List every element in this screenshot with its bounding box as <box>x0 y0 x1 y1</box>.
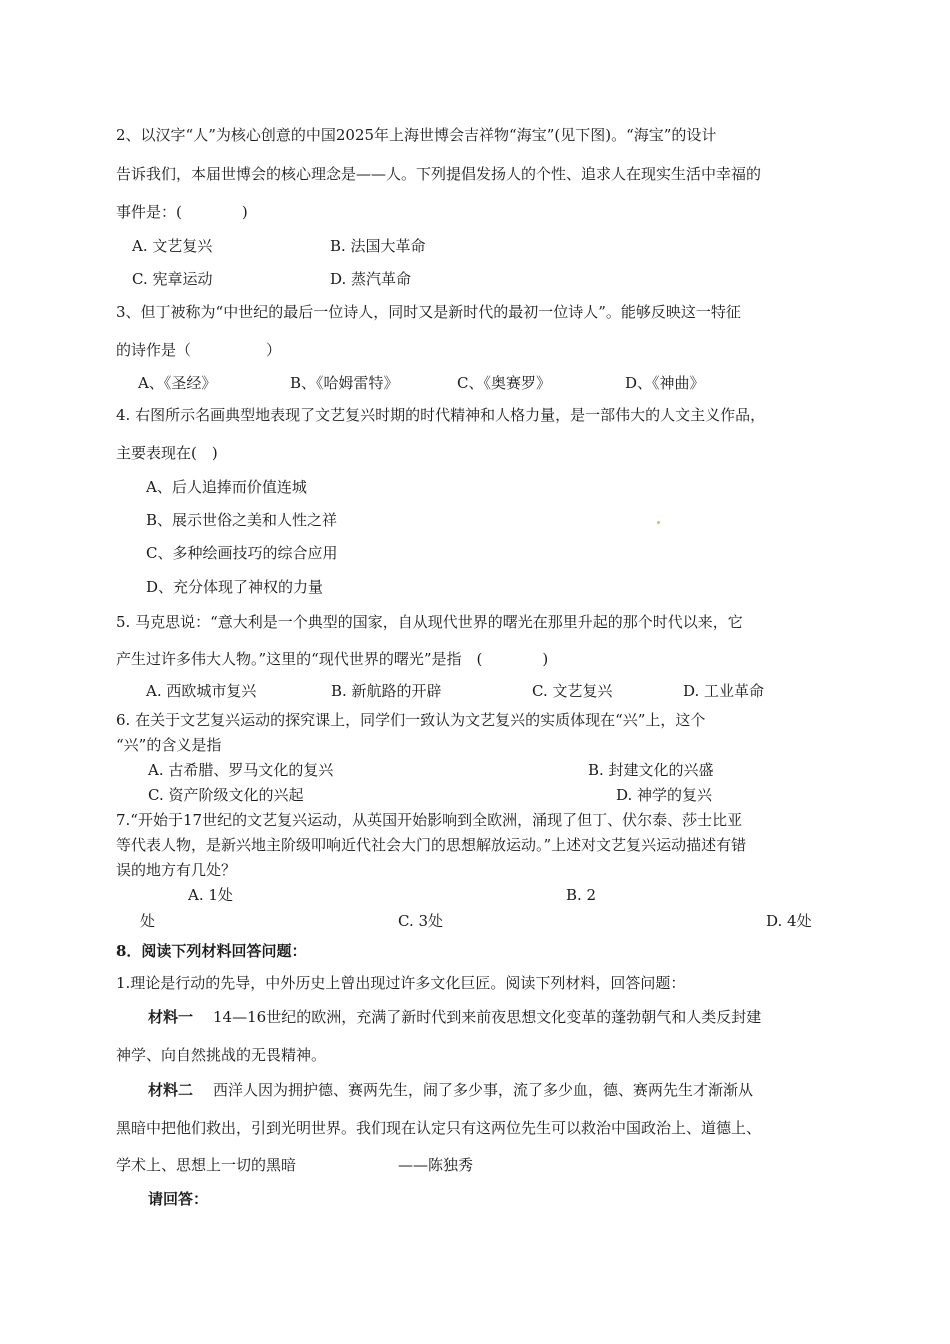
q6-option-a: A. 古希腊、罗马文化的复兴 <box>148 761 334 779</box>
q3-line-1: 3、但丁被称为“中世纪的最后一位诗人，同时又是新时代的最初一位诗人”。能够反映这一特征 <box>116 303 741 321</box>
q8-ask: 请回答： <box>148 1190 209 1208</box>
q3-line-2: 的诗作是（ ） <box>116 341 282 359</box>
q4-option-a: A、后人追捧而价值连城 <box>146 478 307 496</box>
q6-option-d: D. 神学的复兴 <box>616 786 713 804</box>
material-2-source: ——陈独秀 <box>398 1156 474 1174</box>
q3-option-d: D、《神曲》 <box>625 374 705 392</box>
q7-line-1: 7.“开始于17世纪的文艺复兴运动，从英国开始影响到全欧洲，涌现了但丁、伏尔泰、莎士比亚 <box>116 811 743 829</box>
q5-option-d: D. 工业革命 <box>683 682 765 700</box>
material-1-label: 材料一 <box>148 1008 194 1026</box>
q8-title: 8．阅读下列材料回答问题： <box>116 942 307 960</box>
q6-line-2: “兴”的含义是指 <box>116 736 222 754</box>
q7-option-b: B. 2 <box>566 886 597 904</box>
q7-option-d: D. 4处 <box>766 912 812 930</box>
q6-line-1: 6. 在关于文艺复兴运动的探究课上，同学们一致认为文艺复兴的实质体现在“兴”上，这个 <box>116 711 706 729</box>
q6-option-b: B. 封建文化的兴盛 <box>588 761 714 779</box>
q2-option-b: B. 法国大革命 <box>330 237 426 255</box>
q7-option-a: A. 1处 <box>188 886 233 904</box>
q7-line-2: 等代表人物，是新兴地主阶级叩响近代社会大门的思想解放运动。”上述对文艺复兴运动描述有错 <box>116 836 747 854</box>
q2-option-c: C. 宪章运动 <box>132 270 213 288</box>
q2-option-d: D. 蒸汽革命 <box>330 270 412 288</box>
q5-option-a: A. 西欧城市复兴 <box>146 682 257 700</box>
q2-option-a: A. 文艺复兴 <box>132 237 213 255</box>
q2-line-1: 2、以汉字“人”为核心创意的中国2025年上海世博会吉祥物“海宝”(见下图)。“海宝”的设计 <box>116 126 717 144</box>
material-1-line-2: 神学、向自然挑战的无畏精神。 <box>116 1046 327 1064</box>
material-1-line-1 <box>148 1007 761 1027</box>
q5-option-b: B. 新航路的开辟 <box>331 682 442 700</box>
q5-line-1: 5. 马克思说：“意大利是一个典型的国家，自从现代世界的曙光在那里升起的那个时代以来，它 <box>116 613 743 631</box>
q5-line-2: 产生过许多伟大人物。”这里的“现代世界的曙光”是指 ( ) <box>116 650 549 668</box>
material-2-line-3: 学术上、思想上一切的黑暗 <box>116 1156 297 1174</box>
q4-line-2: 主要表现在( ) <box>116 444 218 462</box>
q6-option-c: C. 资产阶级文化的兴起 <box>148 786 304 804</box>
material-2-text: 西洋人因为拥护德、赛两先生，闹了多少事，流了多少血，德、赛两先生才渐渐从 <box>213 1081 754 1099</box>
q2-line-2: 告诉我们，本届世博会的核心理念是——人。下列提倡发扬人的个性、追求人在现实生活中幸福的 <box>116 165 762 183</box>
material-1-text: 14—16世纪的欧洲，充满了新时代到来前夜思想文化变革的蓬勃朝气和人类反封建 <box>213 1008 762 1026</box>
q5-option-c: C. 文艺复兴 <box>532 682 613 700</box>
material-2-line-2: 黑暗中把他们救出，引到光明世界。我们现在认定只有这两位先生可以救治中国政治上、道德上、 <box>116 1119 762 1137</box>
q4-line-1: 4. 右图所示名画典型地表现了文艺复兴时期的时代精神和人格力量，是一部伟大的人文主义作品， <box>116 406 766 424</box>
speck-mark <box>657 521 660 524</box>
q2-line-3: 事件是：( ) <box>116 203 248 221</box>
q4-option-c: C、多种绘画技巧的综合应用 <box>146 544 338 562</box>
q7-option-b-cont: 处 <box>140 912 156 930</box>
q3-option-b: B、《哈姆雷特》 <box>290 374 399 392</box>
q7-option-c: C. 3处 <box>398 912 444 930</box>
q3-option-a: A、《圣经》 <box>138 374 217 392</box>
q8-intro: 1.理论是行动的先导，中外历史上曾出现过许多文化巨匠。阅读下列材料，回答问题： <box>116 974 686 992</box>
q7-line-3: 误的地方有几处？ <box>116 861 237 879</box>
material-2-label: 材料二 <box>148 1081 194 1099</box>
q4-option-d: D、充分体现了神权的力量 <box>146 578 324 596</box>
material-2-line-1 <box>148 1080 753 1100</box>
q4-option-b: B、展示世俗之美和人性之祥 <box>146 511 338 529</box>
q3-option-c: C、《奥赛罗》 <box>457 374 551 392</box>
